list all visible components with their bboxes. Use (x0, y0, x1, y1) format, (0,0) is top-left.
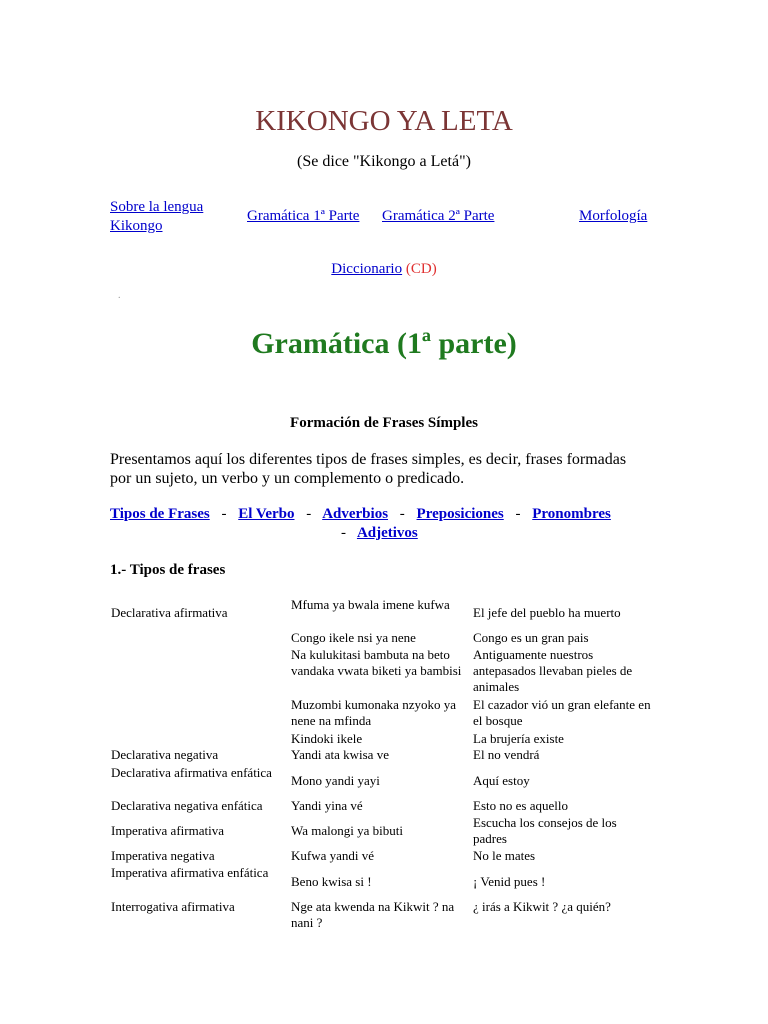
cell-kikongo: Kufwa yandi vé (291, 848, 375, 863)
cell-spanish: Aquí estoy (473, 773, 530, 788)
cell-spanish: Escucha los consejos de los padres (473, 815, 617, 846)
cell-kikongo: Nge ata kwenda na Kikwit ? na nani ? (291, 899, 455, 930)
decorative-dot: . (118, 290, 121, 301)
cell-kikongo: Muzombi kumonaka nzyoko ya nene na mfinda (291, 697, 456, 728)
cell-type: Imperativa negativa (111, 848, 215, 863)
intro-paragraph: Presentamos aquí los diferentes tipos de frases simples, es decir, frases formadas por un sujeto, un verbo y un complemento o predicado. (110, 451, 627, 487)
topic-link-verbo[interactable]: El Verbo (238, 506, 295, 522)
topic-separator: - (399, 506, 405, 522)
cell-type: Declarativa negativa (111, 747, 219, 762)
topic-separator: - (341, 525, 346, 541)
topic-link-preposiciones[interactable]: Preposiciones (416, 506, 504, 522)
sub-heading: Formación de Frases Símples (290, 415, 478, 431)
page-subtitle: (Se dice "Kikongo a Letá") (297, 153, 471, 170)
cell-spanish: ¿ irás a Kikwit ? ¿a quién? (473, 899, 611, 914)
topic-link-adverbios[interactable]: Adverbios (322, 506, 389, 522)
cell-kikongo: Yandi yina vé (291, 798, 363, 813)
cell-type: Declarativa afirmativa (111, 605, 228, 620)
topic-link-adjetivos[interactable]: Adjetivos (356, 525, 418, 541)
types-heading: 1.- Tipos de frases (110, 562, 226, 578)
cell-type: Declarativa negativa enfática (111, 798, 263, 813)
cell-type: Imperativa afirmativa (111, 823, 224, 838)
cell-spanish: El no vendrá (473, 747, 540, 762)
cell-spanish: Congo es un gran pais (473, 630, 589, 645)
cell-kikongo: Congo ikele nsi ya nene (291, 630, 416, 645)
topic-link-pronombres[interactable]: Pronombres (532, 506, 611, 522)
page-title: KIKONGO YA LETA (255, 105, 513, 137)
section-title: Gramática (1ª parte) (251, 327, 517, 360)
nav-link-about[interactable]: Sobre la lengua Kikongo (110, 199, 204, 234)
cell-spanish: El cazador vió un gran elefante en el bosque (473, 697, 651, 728)
nav-link-morphology[interactable]: Morfología (579, 208, 648, 224)
cell-kikongo: Beno kwisa si ! (291, 874, 372, 889)
topic-link-tipos[interactable]: Tipos de Frases (110, 506, 210, 522)
cell-type: Declarativa afirmativa enfática (111, 765, 272, 780)
cell-spanish: El jefe del pueblo ha muerto (473, 605, 621, 620)
cell-spanish: ¡ Venid pues ! (473, 874, 546, 889)
topic-separator: - (306, 506, 312, 522)
dictionary-row (0, 261, 768, 278)
cell-kikongo: Mfuma ya bwala imene kufwa (291, 597, 450, 612)
cell-type: Interrogativa afirmativa (111, 899, 235, 914)
cell-spanish: La brujería existe (473, 731, 564, 746)
nav-link-grammar-2[interactable]: Gramática 2ª Parte (382, 208, 495, 224)
topic-links-continued (341, 525, 418, 542)
cd-label: (CD) (405, 261, 437, 277)
cell-kikongo: Wa malongi ya bibuti (291, 823, 403, 838)
topic-separator: - (515, 506, 521, 522)
nav-link-dictionary[interactable]: Diccionario (331, 261, 403, 277)
topic-separator: - (221, 506, 227, 522)
cell-spanish: Antiguamente nuestros antepasados llevaban pieles de animales (473, 647, 633, 694)
cell-kikongo: Yandi ata kwisa ve (291, 747, 389, 762)
cell-type: Imperativa afirmativa enfática (111, 865, 269, 880)
topic-links (110, 506, 611, 523)
cell-spanish: No le mates (473, 848, 536, 863)
cell-kikongo: Mono yandi yayi (291, 773, 380, 788)
cell-kikongo: Kindoki ikele (291, 731, 363, 746)
nav-link-grammar-1[interactable]: Gramática 1ª Parte (247, 208, 360, 224)
cell-kikongo: Na kulukitasi bambuta na beto vandaka vwata biketi ya bambisi (291, 647, 462, 678)
cell-spanish: Esto no es aquello (473, 798, 568, 813)
